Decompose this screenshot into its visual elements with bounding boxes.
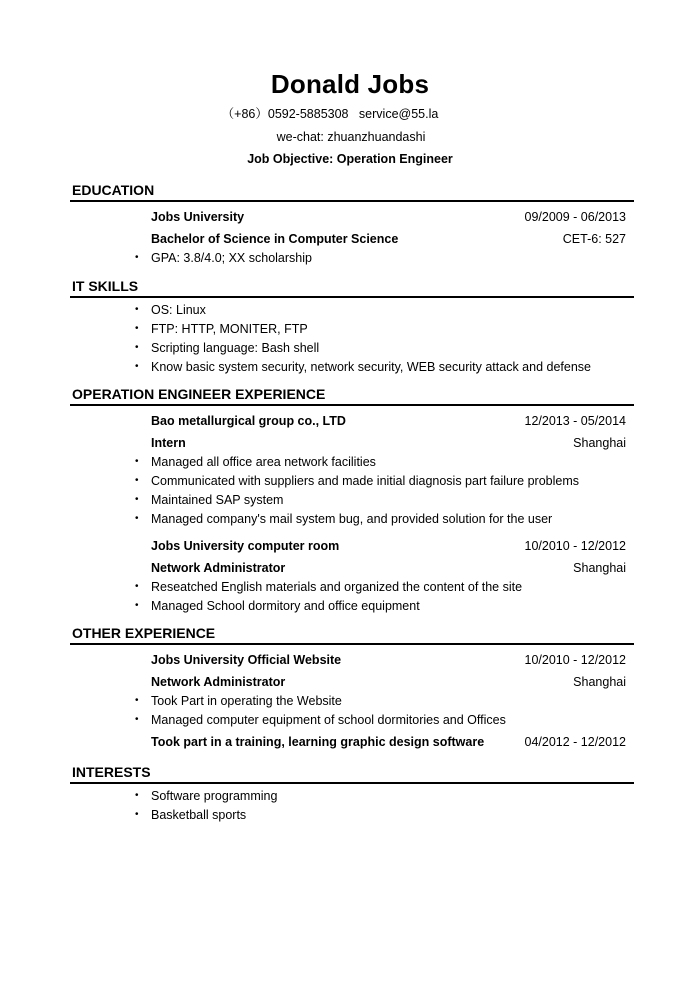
list-item: • Managed computer equipment of school dormitories and Offices [133, 712, 626, 728]
job-objective: Job Objective: Operation Engineer [247, 152, 453, 166]
job-company-row [151, 538, 626, 554]
list-item: • Software programming [133, 788, 626, 804]
job-bullets [133, 693, 626, 728]
section-interests [70, 763, 634, 823]
section-education [70, 181, 634, 266]
section-title-it-skills: IT SKILLS [70, 277, 634, 298]
training-dates: 04/2012 - 12/2012 [524, 735, 626, 749]
list-item: • Scripting language: Bash shell [133, 340, 626, 356]
job-role: Intern [151, 436, 186, 450]
list-item: • Took Part in operating the Website [133, 693, 626, 709]
list-item: • Managed company's mail system bug, and provided solution for the user [133, 511, 626, 527]
job-dates: 10/2010 - 12/2012 [524, 653, 626, 667]
company-name: Jobs University Official Website [151, 653, 342, 667]
job-company-row [151, 652, 626, 668]
training-row [151, 734, 626, 750]
interests-bullets [133, 788, 626, 823]
job-role-row [151, 435, 626, 451]
job-bullets [133, 579, 626, 614]
education-content [151, 209, 626, 266]
education-degree-row [151, 231, 626, 247]
list-item: • Know basic system security, network security, WEB security attack and defense [133, 359, 626, 375]
cet-score: CET-6: 527 [562, 232, 626, 246]
it-skills-content [151, 302, 626, 375]
section-other-experience [70, 624, 634, 750]
job-location: Shanghai [573, 436, 626, 450]
job-role-row [151, 674, 626, 690]
job-location: Shanghai [573, 675, 626, 689]
section-title-operation-experience: OPERATION ENGINEER EXPERIENCE [70, 385, 634, 406]
job-company-row [151, 413, 626, 429]
training-label: Took part in a training, learning graphic design software [151, 735, 485, 749]
section-title-other-experience: OTHER EXPERIENCE [70, 624, 634, 645]
list-item: • Communicated with suppliers and made initial diagnosis part failure problems [133, 473, 626, 489]
candidate-name: Donald Jobs [270, 69, 430, 99]
degree: Bachelor of Science in Computer Science [151, 232, 399, 246]
other-experience-content [151, 652, 626, 750]
list-item: • FTP: HTTP, MONITER, FTP [133, 321, 626, 337]
it-skills-bullets [133, 302, 626, 375]
job-dates: 12/2013 - 05/2014 [524, 414, 626, 428]
section-it-skills [70, 277, 634, 375]
list-item: • Managed School dormitory and office equipment [133, 598, 626, 614]
list-item: • Basketball sports [133, 807, 626, 823]
company-name: Bao metallurgical group co., LTD [151, 414, 346, 428]
job-role: Network Administrator [151, 675, 286, 689]
list-item: • Managed all office area network facilities [133, 454, 626, 470]
education-school-row [151, 209, 626, 225]
school-name: Jobs University [151, 210, 245, 224]
section-title-interests: INTERESTS [70, 763, 634, 784]
section-operation-experience [70, 385, 634, 614]
job-location: Shanghai [573, 561, 626, 575]
company-name: Jobs University computer room [151, 539, 340, 553]
job-role-row [151, 560, 626, 576]
job-dates: 10/2010 - 12/2012 [524, 539, 626, 553]
section-title-education: EDUCATION [70, 181, 634, 202]
job-bullets [133, 454, 626, 527]
operation-experience-content [151, 413, 626, 614]
list-item: • Reseatched English materials and organized the content of the site [133, 579, 626, 595]
contact-info: （+86）0592-5885308 service@55.la [221, 107, 439, 121]
education-bullets [133, 250, 626, 266]
resume-header [0, 0, 700, 167]
wechat-id: we-chat: zhuanzhuandashi [276, 130, 426, 144]
interests-content [151, 788, 626, 823]
job-role: Network Administrator [151, 561, 286, 575]
list-item: • OS: Linux [133, 302, 626, 318]
list-item: • Maintained SAP system [133, 492, 626, 508]
education-dates: 09/2009 - 06/2013 [524, 210, 626, 224]
list-item: • GPA: 3.8/4.0; XX scholarship [133, 250, 626, 266]
